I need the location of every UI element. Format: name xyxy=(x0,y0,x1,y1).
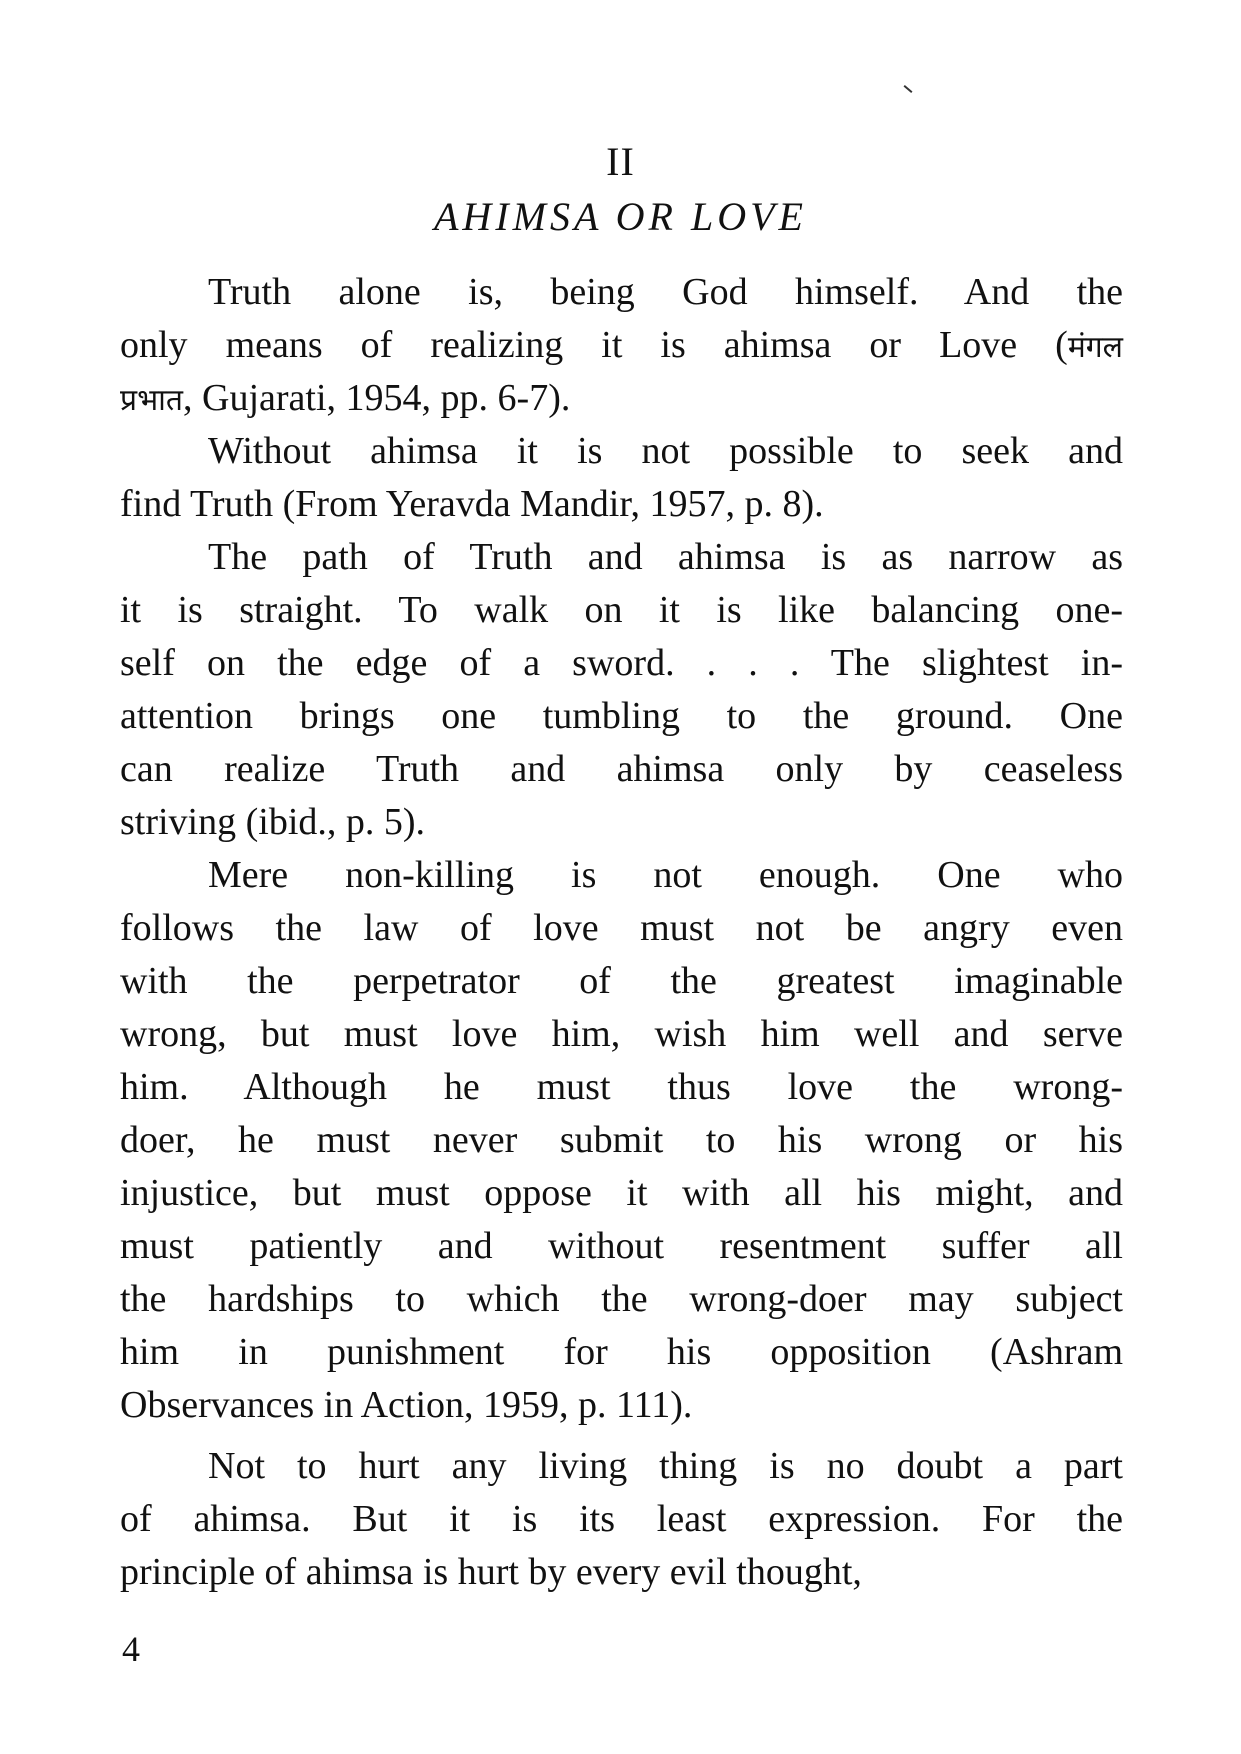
italic-text: ahimsa. xyxy=(193,1498,311,1540)
chapter-number: II xyxy=(606,139,635,184)
text-line xyxy=(120,531,1123,584)
italic-text: Observances in Action, xyxy=(120,1384,474,1426)
text-line xyxy=(120,1273,1123,1326)
text-line xyxy=(120,1114,1123,1167)
text-segment: Not to hurt any living thing is no doubt a part xyxy=(208,1445,1123,1487)
devanagari-text: प्रभात xyxy=(120,383,184,418)
text-segment: wrong, but must love him, wish him well and serve xyxy=(120,1013,1123,1055)
italic-text: ahimsa xyxy=(723,324,832,366)
text-segment: striving (ibid., p. 5). xyxy=(120,801,426,843)
text-line xyxy=(120,319,1123,372)
text-line xyxy=(120,1493,1123,1546)
italic-text: From Yeravda Mandir, xyxy=(295,483,640,525)
text-segment: doer, he must never submit to his wrong or his xyxy=(120,1119,1123,1161)
text-line xyxy=(120,584,1123,637)
text-segment: can realize Truth and xyxy=(120,748,617,790)
text-segment: or Love ( xyxy=(831,324,1068,366)
text-line xyxy=(120,1220,1123,1273)
text-segment: Truth alone is, being God himself. And the xyxy=(208,271,1123,313)
text-line xyxy=(120,1061,1123,1114)
text-line xyxy=(120,902,1123,955)
italic-text: ahimsa xyxy=(677,536,786,578)
text-segment: find Truth ( xyxy=(120,483,296,525)
paragraph xyxy=(120,531,1123,849)
paragraph xyxy=(120,425,1123,531)
text-segment: is as narrow as xyxy=(785,536,1123,578)
italic-text: ahimsa xyxy=(370,430,478,472)
text-segment: 1959, p. 111). xyxy=(473,1384,693,1426)
text-line xyxy=(120,1167,1123,1220)
body-text xyxy=(120,266,1123,1599)
text-segment: The path of Truth and xyxy=(208,536,678,578)
text-segment: it is straight. To walk on it is like balancing one- xyxy=(120,589,1123,631)
text-segment: it is not possible to seek and xyxy=(477,430,1123,472)
text-segment: him. Although he must thus love the wrong- xyxy=(120,1066,1123,1108)
text-segment: self on the edge of a sword. . . . The slightest in- xyxy=(120,642,1123,684)
text-segment: Without xyxy=(208,430,371,472)
text-segment: only means of realizing it is xyxy=(120,324,724,366)
text-segment: Mere non-killing is not enough. One who xyxy=(208,854,1123,896)
text-segment: But it is its least expression. For the xyxy=(310,1498,1124,1540)
chapter-title: AHIMSA OR LOVE xyxy=(434,194,807,239)
text-segment: him in punishment for his opposition ( xyxy=(120,1331,1003,1373)
text-segment: with the perpetrator of the greatest imaginable xyxy=(120,960,1123,1002)
text-segment: attention brings one tumbling to the ground. One xyxy=(120,695,1123,737)
text-line xyxy=(120,478,1123,531)
text-line xyxy=(120,372,1123,425)
text-line xyxy=(120,266,1123,319)
text-segment: must patiently and without resentment suffer all xyxy=(120,1225,1123,1267)
text-line xyxy=(120,1546,1123,1599)
paragraph xyxy=(120,1440,1123,1599)
text-segment: the hardships to which the wrong-doer may subject xyxy=(120,1278,1123,1320)
italic-text: ahimsa xyxy=(305,1551,414,1593)
text-line xyxy=(120,425,1123,478)
text-line xyxy=(120,690,1123,743)
text-line xyxy=(120,849,1123,902)
text-segment: of xyxy=(120,1498,194,1540)
text-segment: is hurt by every evil thought, xyxy=(413,1551,862,1593)
text-line xyxy=(120,1008,1123,1061)
text-segment: , Gujarati, 1954, pp. 6-7). xyxy=(183,377,571,419)
text-line xyxy=(120,1379,1123,1432)
text-segment: 1957, p. 8). xyxy=(639,483,824,525)
text-segment: only by ceaseless xyxy=(724,748,1124,790)
paragraph xyxy=(120,849,1123,1432)
paragraph xyxy=(120,266,1123,425)
text-line xyxy=(120,1326,1123,1379)
text-segment: principle of xyxy=(120,1551,306,1593)
text-line xyxy=(120,743,1123,796)
italic-text: Ashram xyxy=(1002,1331,1123,1373)
italic-text: ahimsa xyxy=(616,748,725,790)
text-line xyxy=(120,1440,1123,1493)
stray-mark xyxy=(904,85,913,93)
devanagari-text: मंगल xyxy=(1067,330,1123,365)
text-line xyxy=(120,637,1123,690)
text-line xyxy=(120,955,1123,1008)
text-segment: injustice, but must oppose it with all his might, and xyxy=(120,1172,1123,1214)
text-line xyxy=(120,796,1123,849)
page-number: 4 xyxy=(122,1629,140,1669)
text-segment: follows the law of love must not be angry even xyxy=(120,907,1123,949)
